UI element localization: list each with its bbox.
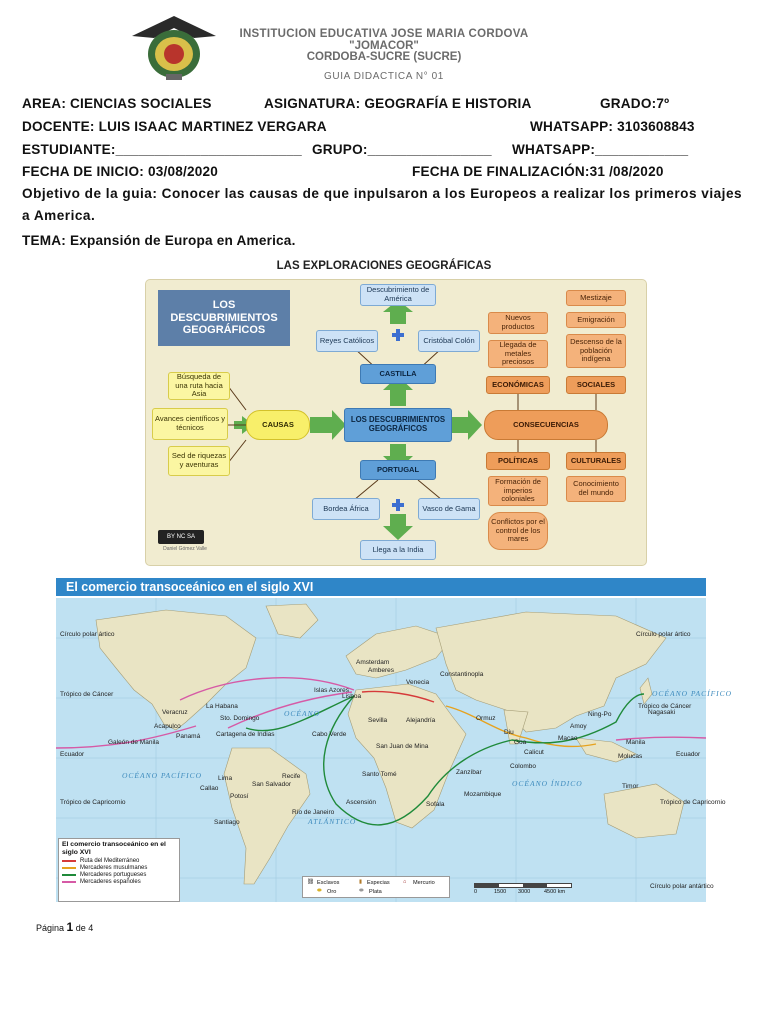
place-mozambique: Mozambique [464, 791, 502, 798]
place-la-habana: La Habana [206, 703, 238, 710]
guide-number: GUIA DIDACTICA N° 01 [324, 71, 444, 82]
footer-prefix: Página [36, 923, 67, 933]
map-title: El comercio transoceánico en el siglo XVI [56, 578, 706, 596]
ocean-label-oceano: OCÉANO [284, 709, 320, 718]
label-ecuador-left: Ecuador [60, 751, 85, 758]
scale-4500: 4500 km [544, 889, 566, 895]
box-consecuencias: CONSECUENCIAS [484, 410, 608, 440]
author-credit: Daniel Gómez Valle [163, 546, 207, 552]
box-imperios-coloniales: Formación de imperios coloniales [488, 476, 548, 506]
box-llega-india: Llega a la India [360, 540, 436, 560]
place-macao: Macao [558, 735, 578, 742]
objetivo: Objetivo de la guia: Conocer las causas de que inpulsaron a los Europeos a realizar los primeros viajes a America. [22, 186, 743, 223]
place-sofala: Sofala [426, 801, 445, 808]
spice-icon: ▮ [359, 879, 363, 885]
concept-map-title: LOS DESCUBRIMIENTOS GEOGRÁFICOS [158, 290, 290, 346]
legend-item-espanoles [59, 879, 179, 886]
box-causa-ruta-asia: Búsqueda de una ruta hacia Asia [168, 372, 230, 400]
box-causa-avances: Avances científicos y técnicos [152, 408, 228, 440]
place-nagasaki: Nagasaki [648, 709, 676, 716]
place-san-salvador: San Salvador [252, 781, 292, 788]
symbol-plata: Plata [369, 889, 382, 895]
place-constantinopla: Constantinopla [440, 671, 484, 678]
concept-map-heading: LAS EXPLORACIONES GEOGRÁFICAS [276, 260, 492, 272]
map-legend [58, 838, 180, 902]
box-bordea-africa: Bordea África [312, 498, 380, 520]
place-alejandria: Alejandría [406, 717, 436, 724]
place-recife: Recife [282, 773, 301, 780]
place-manila: Manila [626, 739, 646, 746]
legend-swatch [62, 874, 76, 876]
trade-map [56, 578, 733, 902]
docente-field: DOCENTE: LUIS ISAAC MARTINEZ VERGARA [22, 119, 327, 134]
legend-item-mediterraneo [59, 857, 179, 864]
page-footer [36, 920, 93, 934]
label-circulo-polar-antartico: Círculo polar antártico [650, 883, 714, 890]
fecha-finalizacion: FECHA DE FINALIZACIÓN:31 /08/2020 [412, 164, 664, 179]
legend-swatch [62, 881, 76, 883]
box-metales-preciosos: Llegada de metales preciosos [488, 340, 548, 368]
place-zanzibar: Zanzíbar [456, 769, 482, 776]
box-politicas: POLÍTICAS [486, 452, 550, 470]
label-ecuador-right: Ecuador [676, 751, 701, 758]
legend-item-musulmanes [59, 864, 179, 871]
place-sto-domingo: Sto. Domingo [220, 715, 260, 722]
label-tropico-capricornio-right: Trópico de Capricornio [660, 799, 726, 806]
box-descubrimiento-america: Descubrimiento de América [360, 284, 436, 306]
place-potosi: Potosí [230, 793, 249, 800]
place-lisboa: Lisboa [342, 693, 362, 700]
label-circulo-polar-artico-right: Círculo polar ártico [636, 631, 691, 638]
box-descubrimientos-center: LOS DESCUBRIMIENTOS GEOGRÁFICOS [344, 408, 452, 442]
estudiante-field: ESTUDIANTE:________________________ [22, 142, 302, 157]
place-acapulco: Acapulco [154, 723, 181, 730]
scale-0: 0 [474, 889, 478, 895]
institution-location: CORDOBA-SUCRE (SUCRE) [306, 51, 462, 63]
ocean-label-pacifico-right: OCÉANO PACÍFICO [652, 689, 733, 698]
ocean-label-indico: OCÉANO ÍNDICO [512, 779, 583, 788]
legend-label: Mercaderes portugueses [80, 871, 147, 878]
gold-icon: ⬬ [317, 888, 322, 894]
tema: TEMA: Expansión de Europa en America. [22, 233, 296, 248]
place-timor: Timor [622, 783, 639, 790]
place-rio-janeiro: Río de Janeiro [292, 809, 335, 816]
symbol-legend [302, 876, 450, 898]
box-castilla: CASTILLA [360, 364, 436, 384]
chain-icon: ⛓ [307, 879, 315, 885]
place-cabo-verde: Cabo Verde [312, 731, 347, 738]
place-cartagena-indias: Cartagena de Indias [216, 731, 275, 738]
box-nuevos-productos: Nuevos productos [488, 312, 548, 334]
grupo-field: GRUPO:________________ [312, 142, 492, 157]
ocean-label-atlantico: ATLÁNTICO [308, 817, 357, 826]
box-emigracion: Emigración [566, 312, 626, 328]
place-lima: Lima [218, 775, 233, 782]
map-scale [474, 883, 572, 895]
legend-label: Ruta del Mediterráneo [80, 857, 140, 864]
docente-whatsapp: WHATSAPP: 3103608843 [530, 119, 695, 134]
place-venecia: Venecia [406, 679, 430, 686]
grado-field: GRADO:7º [600, 96, 670, 111]
place-islas-azores: Islas Azores [314, 687, 350, 694]
label-tropico-cancer-right: Trópico de Cáncer [638, 703, 692, 710]
legend-label: Mercaderes musulmanes [80, 864, 148, 871]
scale-bar [474, 883, 572, 888]
label-tropico-cancer-left: Trópico de Cáncer [60, 691, 114, 698]
place-veracruz: Veracruz [162, 709, 188, 716]
place-san-juan-mina: San Juan de Mina [376, 743, 429, 750]
box-reyes-catolicos: Reyes Católicos [316, 330, 378, 352]
label-tropico-capricornio-left: Trópico de Capricornio [60, 799, 126, 806]
place-santo-tome: Santo Tomé [362, 771, 397, 778]
footer-page-number: 1 [66, 920, 74, 934]
fecha-inicio: FECHA DE INICIO: 03/08/2020 [22, 164, 219, 179]
place-santiago: Santiago [214, 819, 240, 826]
box-causas: CAUSAS [246, 410, 310, 440]
legend-item-portugueses [59, 871, 179, 878]
place-colombo: Colombo [510, 763, 537, 770]
place-sevilla: Sevilla [368, 717, 388, 724]
box-poblacion-indigena: Descenso de la población indígena [566, 334, 626, 368]
symbol-oro: Oro [327, 889, 337, 895]
estudiante-whatsapp: WHATSAPP:____________ [512, 142, 689, 157]
box-conocimiento-mundo: Conocimiento del mundo [566, 476, 626, 502]
place-amoy: Amoy [570, 723, 587, 730]
box-causa-riquezas: Sed de riquezas y aventuras [168, 446, 230, 476]
area-field: AREA: CIENCIAS SOCIALES [22, 96, 212, 111]
footer-suffix: de 4 [73, 923, 94, 933]
place-calicut: Calicut [524, 749, 544, 756]
box-economicas: ECONÓMICAS [486, 376, 550, 394]
place-diu: Diu [504, 729, 514, 736]
place-galeon-manila: Galeón de Manila [108, 739, 159, 746]
place-ning-po: Ning-Po [588, 711, 612, 718]
asignatura-field: ASIGNATURA: GEOGRAFÍA E HISTORIA [264, 96, 532, 111]
institution-nickname: "JOMACOR" [349, 40, 419, 52]
place-callao: Callao [200, 785, 219, 792]
place-amberes: Amberes [368, 667, 395, 674]
scale-3000: 3000 [518, 889, 531, 895]
place-ascension: Ascensión [346, 799, 376, 806]
legend-title: El comercio transoceánico en el siglo XVI [62, 841, 166, 856]
ocean-label-pacifico-left: OCÉANO PACÍFICO [122, 771, 203, 780]
box-culturales: CULTURALES [566, 452, 626, 470]
place-molucas: Molucas [618, 753, 643, 760]
box-vasco-gama: Vasco de Gama [418, 498, 480, 520]
box-cristobal-colon: Cristóbal Colón [418, 330, 480, 352]
box-mestizaje: Mestizaje [566, 290, 626, 306]
symbol-esclavos: Esclavos [317, 880, 340, 886]
box-sociales: SOCIALES [566, 376, 626, 394]
place-goa: Goa [514, 739, 527, 746]
label-circulo-polar-artico-left: Círculo polar ártico [60, 631, 115, 638]
mercury-icon: ⌂ [403, 879, 407, 885]
legend-swatch [62, 860, 76, 862]
symbol-especias: Especias [367, 880, 390, 886]
box-conflictos-mares: Conflictos por el control de los mares [488, 512, 548, 550]
place-amsterdam: Amsterdam [356, 659, 390, 666]
creative-commons-badge: BY NC SA [158, 530, 204, 544]
place-ormuz: Ormuz [476, 715, 496, 722]
silver-icon: ⬬ [359, 888, 364, 894]
institution-name: INSTITUCION EDUCATIVA JOSE MARIA CORDOVA [239, 28, 529, 40]
scale-1500: 1500 [494, 889, 507, 895]
place-panama: Panamá [176, 733, 201, 740]
concept-map [146, 280, 646, 565]
symbol-mercurio: Mercurio [413, 880, 435, 886]
box-portugal: PORTUGAL [360, 460, 436, 480]
legend-label: Mercaderes españoles [80, 879, 141, 886]
legend-swatch [62, 867, 76, 869]
